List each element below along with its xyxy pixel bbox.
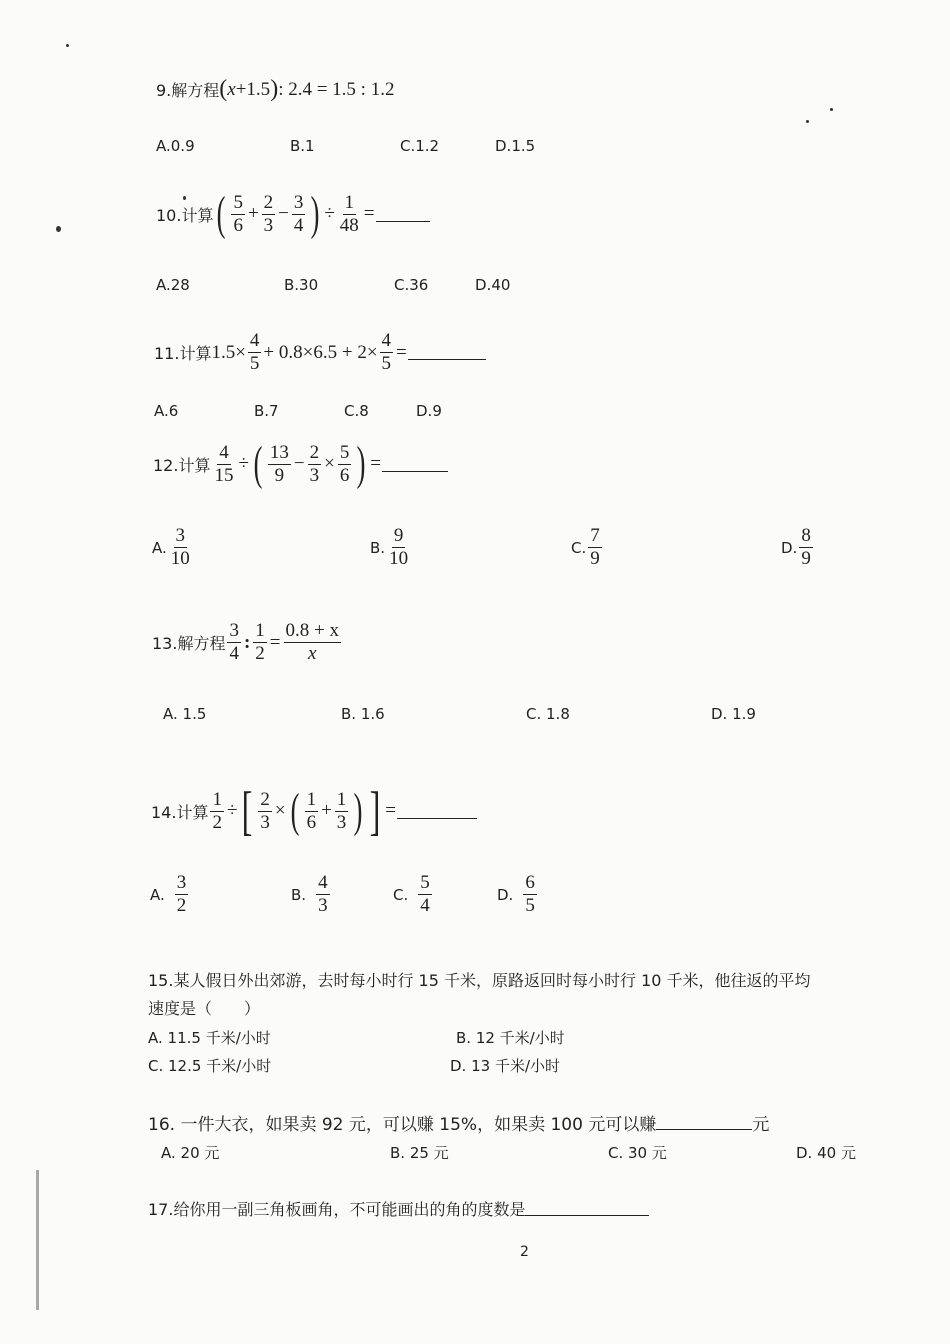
q14-option-b[interactable]: B. $\frac{4}{3}$	[291, 872, 328, 916]
q11-option-a[interactable]: A.6	[154, 402, 179, 420]
question-12: 12.计算 $\frac{4}{15}$ ÷ ( $\frac{13}{9}$ − $\frac{2}{3}$ × $\frac{5}{6}$ ) =	[153, 440, 448, 488]
q10-lparen: (	[217, 187, 226, 240]
q17-answer-blank[interactable]	[525, 1201, 649, 1216]
q10-frac-2: $\frac{2}{3}$	[263, 191, 274, 236]
q11-frac-2: $\frac{4}{5}$	[381, 330, 392, 374]
q9-option-b[interactable]: B.1	[290, 137, 315, 155]
q10-answer-blank[interactable]	[376, 207, 430, 222]
q11-option-b[interactable]: B.7	[254, 402, 279, 420]
q13-frac-2: $\frac{1}{2}$	[255, 620, 265, 664]
q16-option-d[interactable]: D. 40 元	[796, 1144, 856, 1162]
q14-option-d[interactable]: D. $\frac{6}{5}$	[497, 872, 535, 916]
q14-label: 14.计算	[151, 802, 209, 822]
q10-frac-4: $\frac{1}{48}$	[339, 191, 359, 236]
q12-option-a[interactable]: A. $\frac{3}{10}$	[152, 525, 190, 569]
question-11: 11.计算 1.5× $\frac{4}{5}$ + 0.8×6.5 + 2× $\frac{4}{5}$ =	[154, 330, 486, 375]
q13-option-b[interactable]: B. 1.6	[341, 705, 385, 723]
q14-option-c[interactable]: C. $\frac{5}{4}$	[393, 872, 430, 916]
q14-frac-1: $\frac{1}{2}$	[212, 788, 222, 833]
q11-label: 11.计算	[154, 344, 212, 363]
q13-frac-1: $\frac{3}{4}$	[229, 620, 239, 664]
q16-answer-blank[interactable]	[656, 1115, 752, 1130]
q13-option-d[interactable]: D. 1.9	[711, 705, 756, 723]
q16-option-c[interactable]: C. 30 元	[608, 1144, 667, 1162]
q15-text-line1: 15.某人假日外出郊游，去时每小时行 15 千米，原路返回时每小时行 10 千米，他往返的平均	[148, 971, 811, 990]
q9-option-c[interactable]: C.1.2	[400, 137, 440, 155]
q15-option-a[interactable]: A. 11.5 千米/小时	[148, 1029, 271, 1047]
q10-label: 10.计算	[156, 205, 214, 225]
q15-option-c[interactable]: C. 12.5 千米/小时	[148, 1057, 272, 1075]
q10-frac-3: $\frac{3}{4}$	[293, 191, 304, 236]
q14-frac-3: $\frac{1}{6}$	[306, 788, 317, 833]
q9-rest: : 2.4 = 1.5 : 1.2	[278, 78, 395, 100]
q12-frac-1: $\frac{4}{15}$	[214, 441, 234, 486]
q14-frac-4: $\frac{1}{3}$	[336, 788, 347, 833]
q9-plus: +1.5	[235, 78, 271, 100]
q9-option-a[interactable]: A.0.9	[156, 137, 195, 155]
question-17	[148, 1197, 649, 1220]
q11-option-c[interactable]: C.8	[344, 402, 369, 420]
q10-option-a[interactable]: A.28	[156, 276, 190, 294]
q13-frac-3: $\frac{0.8 + x}{x}$	[285, 620, 339, 664]
q10-option-d[interactable]: D.40	[475, 276, 511, 294]
page-number: 2	[520, 1244, 529, 1260]
question-9	[156, 76, 394, 103]
q10-rparen: )	[310, 187, 320, 240]
question-10: 10.计算 ( $\frac{5}{6}$ + $\frac{2}{3}$ − $\frac{3}{4}$ ) ÷ $\frac{1}{48}$ =	[156, 190, 430, 238]
q14-frac-2: $\frac{2}{3}$	[260, 788, 270, 833]
q13-label: 13.解方程	[152, 634, 226, 653]
q14-answer-blank[interactable]	[397, 804, 477, 819]
q15-option-b[interactable]: B. 12 千米/小时	[456, 1029, 565, 1047]
scan-speck	[66, 44, 69, 47]
q15-text-line2: 速度是（ ）	[148, 999, 261, 1018]
q16-unit: 元	[752, 1115, 770, 1135]
question-13: 13.解方程 $\frac{3}{4}$ : $\frac{1}{2}$ = $\frac{0.8 + x}{x}$	[152, 620, 339, 664]
q9-x: x	[227, 78, 236, 100]
question-16	[148, 1110, 769, 1135]
q11-option-d[interactable]: D.9	[416, 402, 442, 420]
q15-option-d[interactable]: D. 13 千米/小时	[450, 1057, 560, 1075]
q9-option-d[interactable]: D.1.5	[495, 137, 536, 155]
q9-close-paren: )	[270, 76, 279, 102]
q16-option-a[interactable]: A. 20 元	[161, 1144, 220, 1162]
q16-text: 16. 一件大衣，如果卖 92 元，可以赚 15%，如果卖 100 元可以赚	[148, 1115, 657, 1135]
q12-frac-4: $\frac{5}{6}$	[339, 441, 350, 486]
q9-label: 9.解方程	[156, 81, 220, 100]
q10-option-b[interactable]: B.30	[284, 276, 319, 294]
q13-option-a[interactable]: A. 1.5	[163, 705, 207, 723]
q12-frac-2: $\frac{13}{9}$	[269, 441, 289, 486]
q12-option-b[interactable]: B. $\frac{9}{10}$	[370, 525, 409, 569]
scan-speck	[183, 196, 186, 200]
q17-text: 17.给你用一副三角板画角，不可能画出的角的度数是	[148, 1200, 526, 1219]
q10-frac-1: $\frac{5}{6}$	[233, 191, 243, 236]
q13-option-c[interactable]: C. 1.8	[526, 705, 570, 723]
q10-option-c[interactable]: C.36	[394, 276, 429, 294]
q12-label: 12.计算	[153, 455, 211, 475]
scan-speck	[806, 120, 809, 123]
q11-answer-blank[interactable]	[408, 345, 486, 360]
q12-option-c[interactable]: C. $\frac{7}{9}$	[571, 525, 600, 569]
q12-option-d[interactable]: D. $\frac{8}{9}$	[781, 525, 811, 569]
q14-option-a[interactable]: A. $\frac{3}{2}$	[150, 872, 187, 916]
q16-option-b[interactable]: B. 25 元	[390, 1144, 449, 1162]
scan-speck	[56, 226, 61, 232]
scan-edge-mark	[36, 1170, 39, 1310]
q9-open-paren: (	[219, 76, 228, 102]
q12-frac-3: $\frac{2}{3}$	[309, 441, 320, 486]
scan-speck	[830, 108, 833, 111]
question-14: 14.计算 $\frac{1}{2}$ ÷ [ $\frac{2}{3}$ × ( $\frac{1}{6}$ + $\frac{1}{3}$ ) ] =	[151, 784, 477, 838]
q12-answer-blank[interactable]	[382, 457, 448, 472]
q11-frac-1: $\frac{4}{5}$	[249, 330, 260, 374]
